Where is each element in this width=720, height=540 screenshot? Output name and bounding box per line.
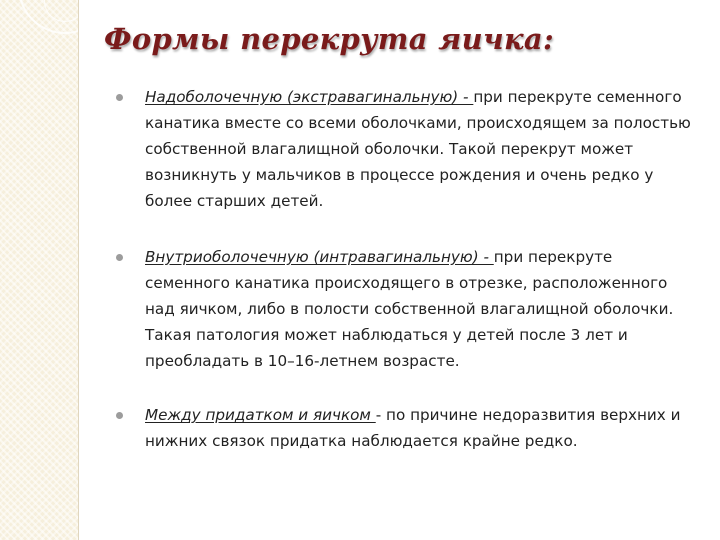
list-item-text bbox=[145, 84, 698, 214]
list-item bbox=[118, 402, 698, 454]
list-item-text bbox=[145, 244, 698, 374]
list-item bbox=[118, 84, 698, 214]
list-item-description: - по причине недоразвития верхних и нижних связок придатка наблюдается крайне редко. bbox=[145, 406, 681, 450]
list-item-text bbox=[145, 402, 698, 454]
list-item-description: при перекруте семенного канатика происходящего в отрезке, расположенного над яичком, либо в полости собственной влагалищной оболочки. Такая патология может наблюдаться у детей после 3 лет и преобладать в 10–16-летнем возрасте. bbox=[145, 248, 674, 370]
list-item-term: Надоболочечную (экстравагинальную) - bbox=[145, 88, 474, 106]
bullet-icon bbox=[116, 412, 123, 419]
slide-title: Формы перекрута яичка: bbox=[104, 22, 555, 56]
list-item-description: при перекруте семенного канатика вместе со всеми оболочками, происходящем за полостью собственной влагалищной оболочки. Такой перекрут может возникнуть у мальчиков в процессе рождения и очень редко у более старших детей. bbox=[145, 88, 691, 210]
decorative-side-panel bbox=[0, 0, 78, 540]
bullet-icon bbox=[116, 94, 123, 101]
bullet-icon bbox=[116, 254, 123, 261]
list-item-term: Внутриоболочечную (интравагинальную) - bbox=[145, 248, 494, 266]
list-item bbox=[118, 244, 698, 374]
panel-divider bbox=[78, 0, 79, 540]
list-item-term: Между придатком и яичком bbox=[145, 406, 376, 424]
